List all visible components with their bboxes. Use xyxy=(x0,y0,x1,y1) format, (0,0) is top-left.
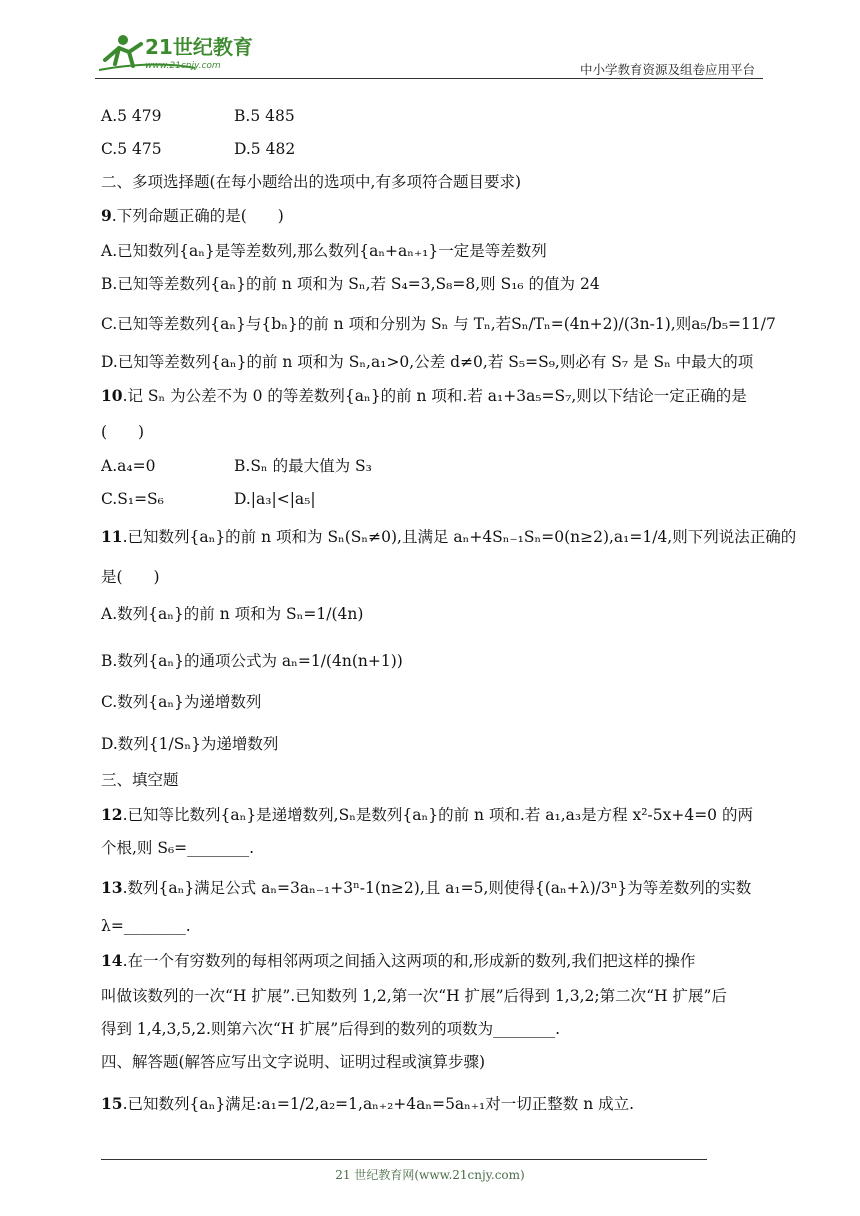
q11-option-d: D.数列{1/Sₙ}为递增数列 xyxy=(101,735,279,753)
q13-line-2: λ=________. xyxy=(101,917,191,935)
q8-option-c: C.5 475 xyxy=(101,140,162,158)
svg-text:www.21cnjy.com: www.21cnjy.com xyxy=(145,61,221,71)
q13-line-1: 13.数列{aₙ}满足公式 aₙ=3aₙ₋₁+3ⁿ-1(n≥2),且 a₁=5,则使得{(aₙ+λ)/3ⁿ}为等差数列的实数 xyxy=(101,878,752,897)
question-number: 13 xyxy=(101,878,123,897)
q8-option-b: B.5 485 xyxy=(234,107,295,125)
header-platform-text: 中小学教育资源及组卷应用平台 xyxy=(579,62,755,77)
section-4-heading: 四、解答题(解答应写出文字说明、证明过程或演算步骤) xyxy=(101,1053,486,1071)
q9-option-a: A.已知数列{aₙ}是等差数列,那么数列{aₙ+aₙ₊₁}一定是等差数列 xyxy=(101,242,547,260)
page-header xyxy=(95,28,763,79)
footer-text: 21 世纪教育网(www.21cnjy.com) xyxy=(335,1168,525,1182)
q8-option-a: A.5 479 xyxy=(101,107,162,125)
q14-line-2: 叫做该数列的一次“H 扩展”.已知数列 1,2,第一次“H 扩展”后得到 1,3,2;第二次“H 扩展”后 xyxy=(101,987,727,1005)
question-number: 10 xyxy=(101,386,123,405)
q11-option-b: B.数列{aₙ}的通项公式为 aₙ=1/(4n(n+1)) xyxy=(101,652,403,670)
question-number: 14 xyxy=(101,951,123,970)
q9-option-b: B.已知等差数列{aₙ}的前 n 项和为 Sₙ,若 S₄=3,S₈=8,则 S₁₆ 的值为 24 xyxy=(101,275,600,293)
question-number: 15 xyxy=(101,1094,123,1113)
q14-line-1: 14.在一个有穷数列的每相邻两项之间插入这两项的和,形成新的数列,我们把这样的操作 xyxy=(101,951,696,970)
section-3-heading: 三、填空题 xyxy=(101,771,179,789)
q11-stem-cont: 是( ) xyxy=(101,568,160,586)
q10-stem: 10.记 Sₙ 为公差不为 0 的等差数列{aₙ}的前 n 项和.若 a₁+3a₅=S₇,则以下结论一定正确的是 xyxy=(101,386,747,405)
svg-text:21世纪教育: 21世纪教育 xyxy=(145,35,253,59)
q14-line-3: 得到 1,4,3,5,2.则第六次“H 扩展”后得到的数列的项数为________. xyxy=(101,1020,561,1038)
logo xyxy=(95,30,265,74)
q11-option-c: C.数列{aₙ}为递增数列 xyxy=(101,693,262,711)
q15-line-1: 15.已知数列{aₙ}满足:a₁=1/2,a₂=1,aₙ₊₂+4aₙ=5aₙ₊₁对一切正整数 n 成立. xyxy=(101,1094,635,1113)
q11-option-a: A.数列{aₙ}的前 n 项和为 Sₙ=1/(4n) xyxy=(101,605,364,623)
q10-option-d: D.|a₃|<|a₅| xyxy=(234,490,316,508)
footer-divider xyxy=(101,1159,707,1160)
q11-stem: 11.已知数列{aₙ}的前 n 项和为 Sₙ(Sₙ≠0),且满足 aₙ+4Sₙ₋₁Sₙ=0(n≥2),a₁=1/4,则下列说法正确的 xyxy=(101,527,797,546)
q10-option-a: A.a₄=0 xyxy=(101,457,156,475)
q9-option-d: D.已知等差数列{aₙ}的前 n 项和为 Sₙ,a₁>0,公差 d≠0,若 S₅=S₉,则必有 S₇ 是 Sₙ 中最大的项 xyxy=(101,353,754,371)
q12-line-2: 个根,则 S₆=________. xyxy=(101,839,255,857)
question-number: 12 xyxy=(101,805,123,824)
q9-option-c: C.已知等差数列{aₙ}与{bₙ}的前 n 项和分别为 Sₙ 与 Tₙ,若Sₙ/Tₙ=(4n+2)/(3n-1),则a₅/b₅=11/7 xyxy=(101,315,776,333)
q8-option-d: D.5 482 xyxy=(234,140,296,158)
q10-option-b: B.Sₙ 的最大值为 S₃ xyxy=(234,457,372,475)
q10-stem-cont: ( ) xyxy=(101,423,145,441)
section-2-heading: 二、多项选择题(在每小题给出的选项中,有多项符合题目要求) xyxy=(101,173,522,191)
q12-line-1: 12.已知等比数列{aₙ}是递增数列,Sₙ是数列{aₙ}的前 n 项和.若 a₁,a₃是方程 x²-5x+4=0 的两 xyxy=(101,805,753,824)
q10-option-c: C.S₁=S₆ xyxy=(101,490,164,508)
question-number: 11 xyxy=(101,527,123,546)
q9-stem: 9.下列命题正确的是( ) xyxy=(101,206,284,225)
question-number: 9 xyxy=(101,206,112,225)
